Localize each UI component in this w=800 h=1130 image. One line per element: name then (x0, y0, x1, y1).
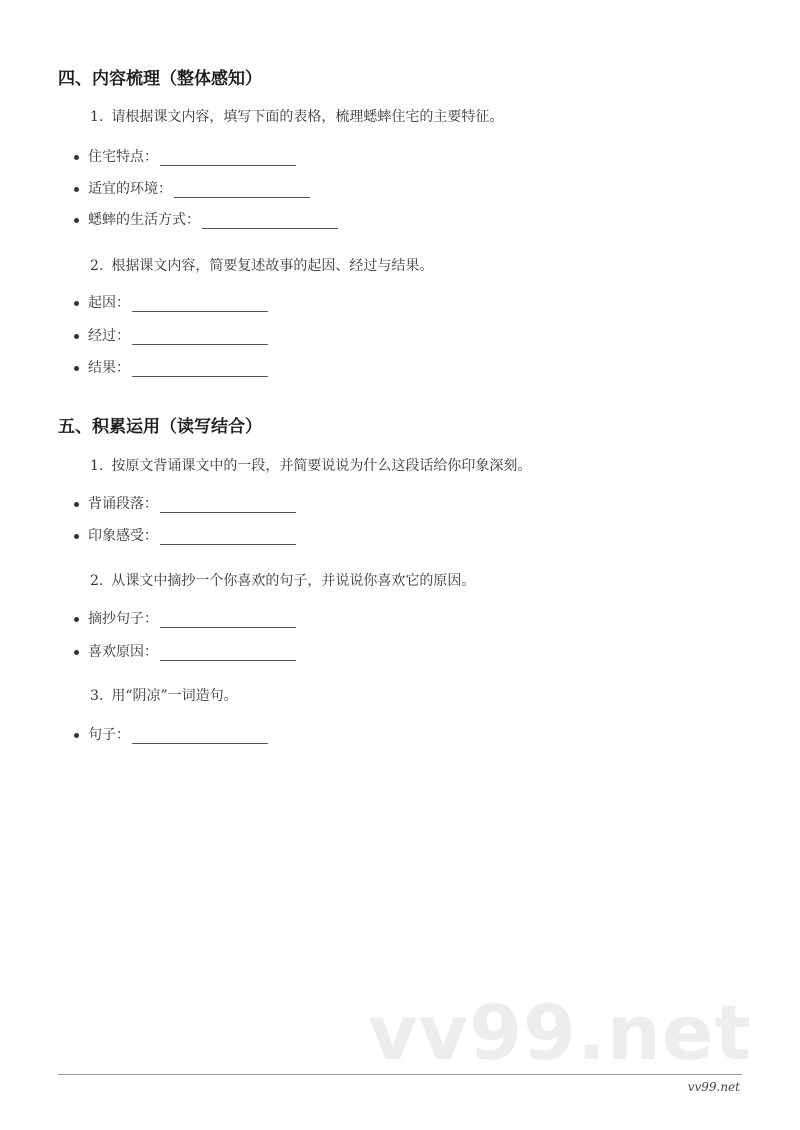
list-item (74, 357, 268, 377)
answer-blank[interactable] (160, 613, 296, 628)
list-item (74, 209, 338, 229)
section-5-question-3 (90, 685, 238, 705)
bullet-icon (74, 502, 79, 507)
list-item (74, 724, 268, 744)
section-4-heading: 四、内容梳理（整体感知） (58, 69, 262, 89)
bullet-icon (74, 366, 79, 371)
item-label: 喜欢原因： (88, 644, 158, 660)
footer-divider (58, 1074, 742, 1075)
section-5-heading: 五、积累运用（读写结合） (58, 417, 262, 437)
item-label: 摘抄句子： (88, 611, 158, 627)
bullet-icon (74, 218, 79, 223)
question-text: 按原文背诵课文中的一段，并简要说说为什么这段话给你印象深刻。 (111, 458, 532, 474)
bullet-icon (74, 534, 79, 539)
answer-blank[interactable] (132, 729, 268, 744)
footer-site-label: vv99.net (687, 1080, 740, 1094)
answer-blank[interactable] (174, 183, 310, 198)
item-label: 经过： (88, 328, 130, 344)
answer-blank[interactable] (160, 151, 296, 166)
section-5-question-2 (90, 570, 475, 590)
bullet-icon (74, 650, 79, 655)
answer-blank[interactable] (132, 297, 268, 312)
question-number: 1. (90, 458, 104, 474)
list-item (74, 146, 296, 166)
item-label: 背诵段落： (88, 496, 158, 512)
section-5-question-1 (90, 455, 531, 475)
bullet-icon (74, 617, 79, 622)
item-label: 起因： (88, 295, 130, 311)
answer-blank[interactable] (160, 530, 296, 545)
list-item (74, 493, 296, 513)
question-number: 3. (90, 688, 104, 704)
item-label: 句子： (88, 727, 130, 743)
list-item (74, 178, 310, 198)
bullet-icon (74, 733, 79, 738)
answer-blank[interactable] (132, 330, 268, 345)
bullet-icon (74, 187, 79, 192)
answer-blank[interactable] (160, 646, 296, 661)
list-item (74, 608, 296, 628)
watermark: vv99.net (368, 988, 752, 1077)
question-number: 1. (90, 109, 104, 125)
answer-blank[interactable] (160, 498, 296, 513)
answer-blank[interactable] (202, 214, 338, 229)
bullet-icon (74, 155, 79, 160)
item-label: 适宜的环境： (88, 181, 172, 197)
section-4-question-1 (90, 106, 503, 126)
section-4-question-2 (90, 255, 433, 275)
answer-blank[interactable] (132, 362, 268, 377)
item-label: 结果： (88, 360, 130, 376)
question-text: 从课文中摘抄一个你喜欢的句子，并说说你喜欢它的原因。 (111, 573, 476, 589)
list-item (74, 641, 296, 661)
bullet-icon (74, 334, 79, 339)
list-item (74, 325, 268, 345)
item-label: 蟋蟀的生活方式： (88, 212, 200, 228)
question-text: 用“阴凉”一词造句。 (111, 688, 238, 704)
question-number: 2. (90, 258, 104, 274)
question-text: 根据课文内容，简要复述故事的起因、经过与结果。 (111, 258, 434, 274)
list-item (74, 525, 296, 545)
question-number: 2. (90, 573, 104, 589)
list-item (74, 292, 268, 312)
item-label: 住宅特点： (88, 149, 158, 165)
item-label: 印象感受： (88, 528, 158, 544)
question-text: 请根据课文内容，填写下面的表格，梳理蟋蟀住宅的主要特征。 (111, 109, 504, 125)
bullet-icon (74, 301, 79, 306)
